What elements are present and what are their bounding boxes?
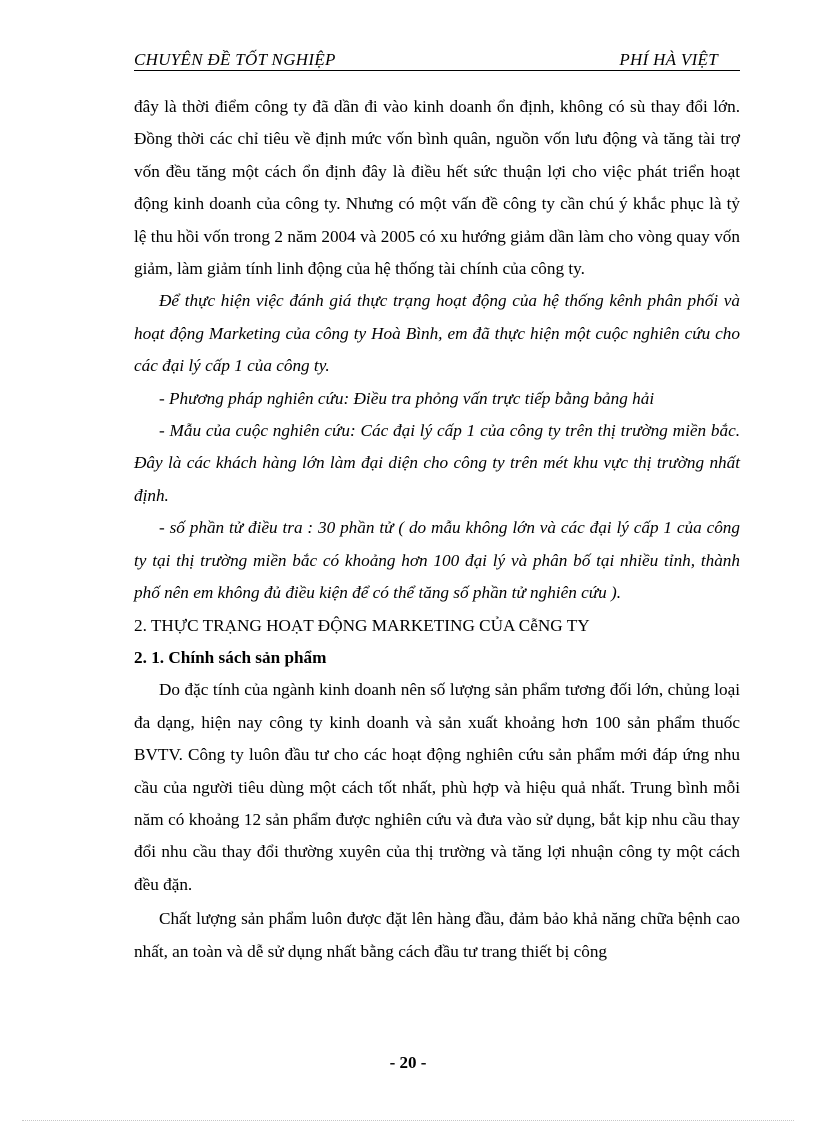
document-body xyxy=(134,91,740,968)
paragraph-survey-intro: Để thực hiện việc đánh giá thực trạng hoạt động của hệ thống kênh phân phối và hoạt động Marketing của công ty Hoà Bình, em đã thực hiện một cuộc nghiên cứu cho các đại lý cấp 1 của công ty. xyxy=(134,291,740,376)
subsection-heading: 2. 1. Chính sách sản phẩm xyxy=(134,647,327,667)
paragraph-product-quality: Chất lượng sản phẩm luôn được đặt lên hàng đầu, đảm bảo khả năng chữa bệnh cao nhất, an toàn và dễ sử dụng nhất bằng cách đầu tư trang thiết bị công xyxy=(134,909,740,961)
paragraph-capital-analysis: đây là thời điểm công ty đã dần đi vào kinh doanh ổn định, không có sù thay đổi lớn. Đồng thời các chỉ tiêu về định mức vốn bình quân, nguồn vốn lưu động và tăng tài trợ vốn đều tăng một cách ổn định đây là điều hết sức thuận lợi cho việc phát triển hoạt động kinh doanh của công ty. Nhưng có một vấn đề công ty cần chú ý khắc phục là tỷ lệ thu hồi vốn trong 2 năm 2004 và 2005 có xu hướng giảm dần làm cho vòng quay vốn giảm, làm giảm tính linh động của hệ thống tài chính của công ty. xyxy=(134,97,740,279)
list-item-survey-size: - số phần tử điều tra : 30 phần tử ( do mẫu không lớn và các đại lý cấp 1 của công ty tại thị trường miền bắc có khoảng hơn 100 đại lý và phân bố tại nhiều tỉnh, thành phố nên em không đủ điều kiện để có thể tăng số phần tử nghiên cứu ). xyxy=(134,518,740,603)
page-header xyxy=(134,48,740,71)
paragraph-product-policy: Do đặc tính của ngành kinh doanh nên số lượng sản phẩm tương đối lớn, chủng loại đa dạng, hiện nay công ty kinh doanh và sản xuất khoảng hơn 100 sản phẩm thuốc BVTV. Công ty luôn đầu tư cho các hoạt động nghiên cứu sản phẩm mới đáp ứng nhu cầu của người tiêu dùng một cách tốt nhất, phù hợp và hiệu quả nhất. Trung bình mỗi năm có khoảng 12 sản phẩm được nghiên cứu và đưa vào sử dụng, bắt kịp nhu cầu thay đổi nhu cầu thay đổi thường xuyên của thị trường và tăng lợi nhuận công ty một cách đều đặn. xyxy=(134,680,740,894)
page-number: - 20 - xyxy=(389,1053,427,1072)
page-bottom-divider xyxy=(22,1120,794,1121)
section-heading: 2. THỰC TRẠNG HOẠT ĐỘNG MARKETING CỦA CễNG TY xyxy=(134,615,590,635)
list-item-survey-sample: - Mẫu của cuộc nghiên cứu: Các đại lý cấp 1 của công ty trên thị trường miền bắc. Đây là các khách hàng lớn làm đại diện cho công ty trên mét khu vực thị trường nhất định. xyxy=(134,421,740,505)
list-item-survey-method: - Phương pháp nghiên cứu: Điều tra phỏng vấn trực tiếp bằng bảng hải xyxy=(159,388,655,408)
header-title: CHUYÊN ĐỀ TỐT NGHIỆP xyxy=(134,50,336,69)
header-author: PHÍ HÀ VIỆT xyxy=(619,50,718,69)
